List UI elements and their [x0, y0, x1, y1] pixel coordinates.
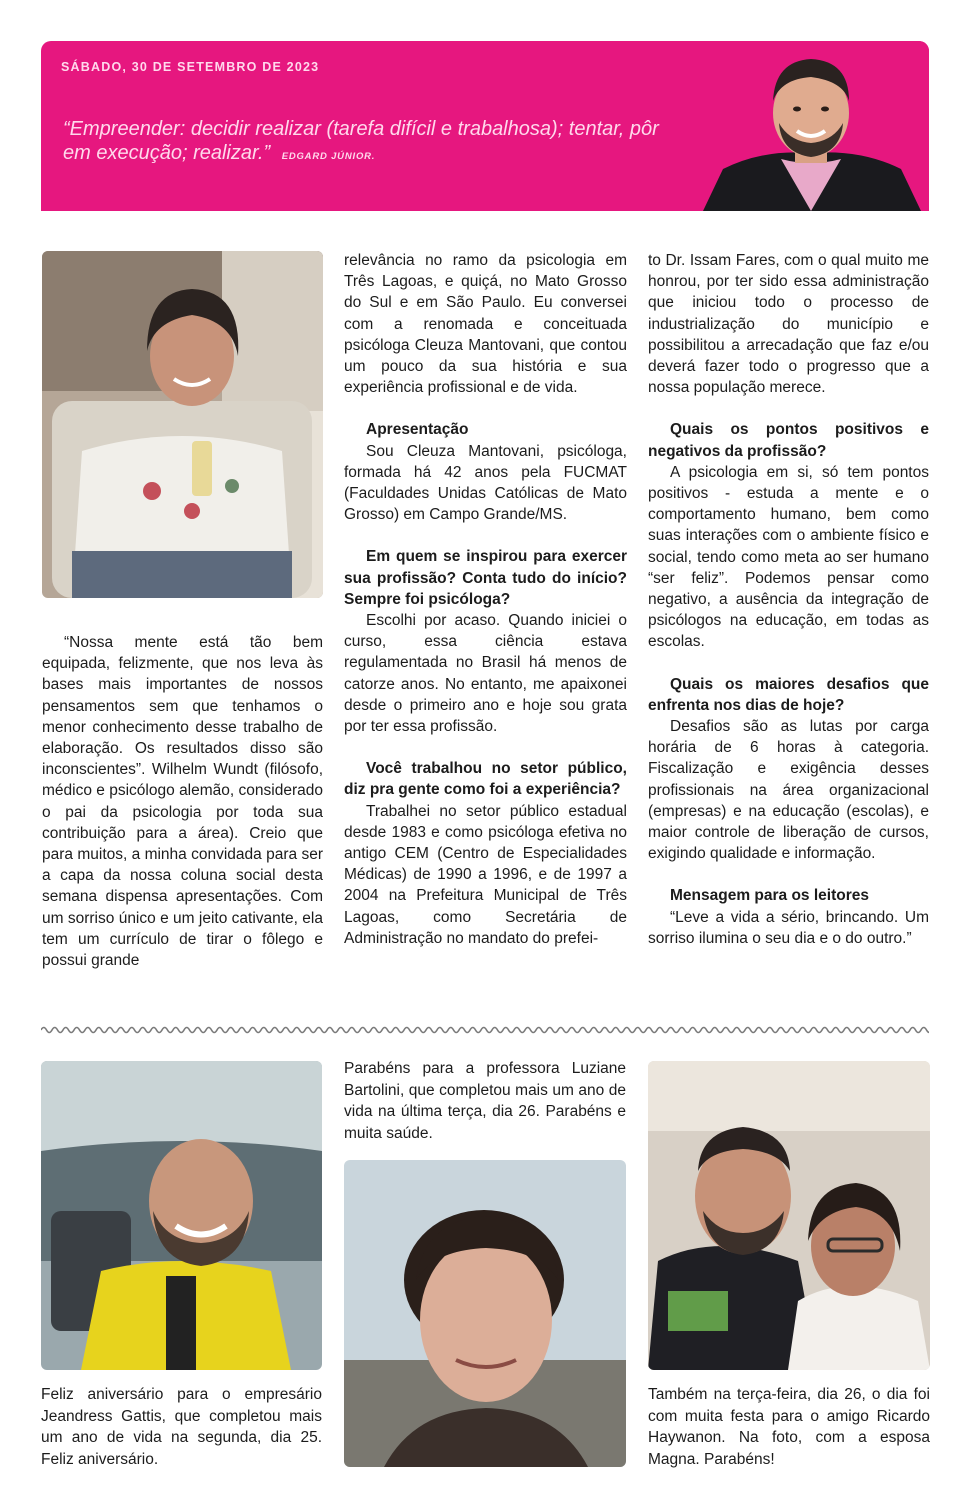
article-paragraph: to Dr. Issam Fares, com o qual muito me honrou, por ter sido essa administração que iniciou todo o processo de industrialização do município e possibilitou a arrecadação que faz e/ou deverá fazer todo o progresso que a nossa população merece. [648, 252, 929, 397]
ricardo-magna-photo [648, 1061, 930, 1370]
quote-author: EDGARD JÚNIOR. [281, 151, 376, 162]
header-quote [63, 117, 683, 169]
wavy-divider [41, 1023, 929, 1037]
section-text: Escolhi por acaso. Quando iniciei o curso, essa ciência estava regulamentada no Brasil há menos de catorze anos. No entanto, me apaixonei desde o primeiro ano e hoje sou grata por ter essa profissão. [344, 612, 627, 736]
column-header [41, 41, 929, 211]
section-heading: Quais os pontos positivos e negativos da profissão? [648, 421, 929, 460]
jeandress-photo [41, 1061, 322, 1370]
section-heading: Em quem se inspirou para exercer sua profissão? Conta tudo do início? Sempre foi psicóloga? [344, 548, 627, 608]
article-column-2 [344, 250, 627, 949]
section-text: Desafios são as lutas por carga horária de 6 horas à categoria. Fiscalização e exigência desses profissionais na área organizacional (empresas) e na educação (escolas), e maior controle de liberação de cursos, exigindo qualidade e informação. [648, 718, 929, 863]
article-column-3 [648, 250, 929, 949]
section-text: “Leve a vida a sério, brincando. Um sorriso ilumina o seu dia e o do outro.” [648, 908, 929, 947]
luziane-photo [344, 1160, 626, 1467]
article-column-1 [42, 632, 323, 971]
caption-jeandress: Feliz aniversário para o empresário Jeandress Gattis, que completou mais um ano de vida na segunda, dia 25. Feliz aniversário. [41, 1386, 322, 1468]
quote-text: “Empreender: decidir realizar (tarefa difícil e trabalhosa); tentar, pôr em execução; realizar.” [63, 118, 659, 164]
section-text: Sou Cleuza Mantovani, psicóloga, formada há 42 anos pela FUCMAT (Faculdades Unidas Católicas de Mato Grosso) em Campo Grande/MS. [344, 442, 627, 524]
section-heading: Mensagem para os leitores [670, 887, 869, 905]
section-heading: Apresentação [366, 421, 469, 439]
section-heading: Você trabalhou no setor público, diz pra gente como foi a experiência? [344, 760, 627, 799]
section-text: Trabalhei no setor público estadual desde 1983 e como psicóloga efetiva no antigo CEM (Centro de Especialidades Médicas) de 1990 a 1996, e de 1997 a 2004 na Prefeitura Municipal de Três Lagoas, como Secretária de Administração no mandato do prefei- [344, 802, 627, 947]
caption-luziane: Parabéns para a professora Luziane Bartolini, que completou mais um ano de vida na última terça, dia 26. Parabéns e muita saúde. [344, 1060, 626, 1142]
columnist-photo [693, 41, 929, 211]
section-text: A psicologia em si, só tem pontos positivos - estuda a mente e o comportamento humano, bem como suas interações com o ambiente físico e social, tendo como meta ao ser humano “ser feliz”. Podemos pensar como negativo, a ausência da integração de psicólogos na educação, em todas as escolas. [648, 463, 929, 651]
section-heading: Quais os maiores desafios que enfrenta nos dias de hoje? [648, 675, 929, 714]
issue-date: SÁBADO, 30 DE SETEMBRO DE 2023 [61, 60, 320, 74]
caption-ricardo: Também na terça-feira, dia 26, o dia foi com muita festa para o amigo Ricardo Haywanon. Na foto, com a esposa Magna. Parabéns! [648, 1386, 930, 1468]
cleuza-photo [42, 251, 323, 598]
article-paragraph: relevância no ramo da psicologia em Três Lagoas, e quiçá, no Mato Grosso do Sul e em São Paulo. Eu conversei com a renomada e conceituada psicóloga Cleuza Mantovani, que contou um pouco da sua história e sua experiência profissional e de vida. [344, 252, 627, 397]
article-paragraph: “Nossa mente está tão bem equipada, felizmente, que nos leva às bases mais importantes de nossos pensamentos sem que tenhamos o menor conhecimento desse trabalho de elaboração. Os resultados disso são inconscientes”. Wilhelm Wundt (filósofo, médico e psicólogo alemão, considerado o pai da psicologia por toda sua contribuição para a área). Creio que para muitos, a minha convidada para ser a capa da nossa coluna social desta semana dispensa apresentações. Com um sorriso único e um jeito cativante, ela tem um currículo de tirar o fôlego e possui grande [42, 634, 323, 970]
